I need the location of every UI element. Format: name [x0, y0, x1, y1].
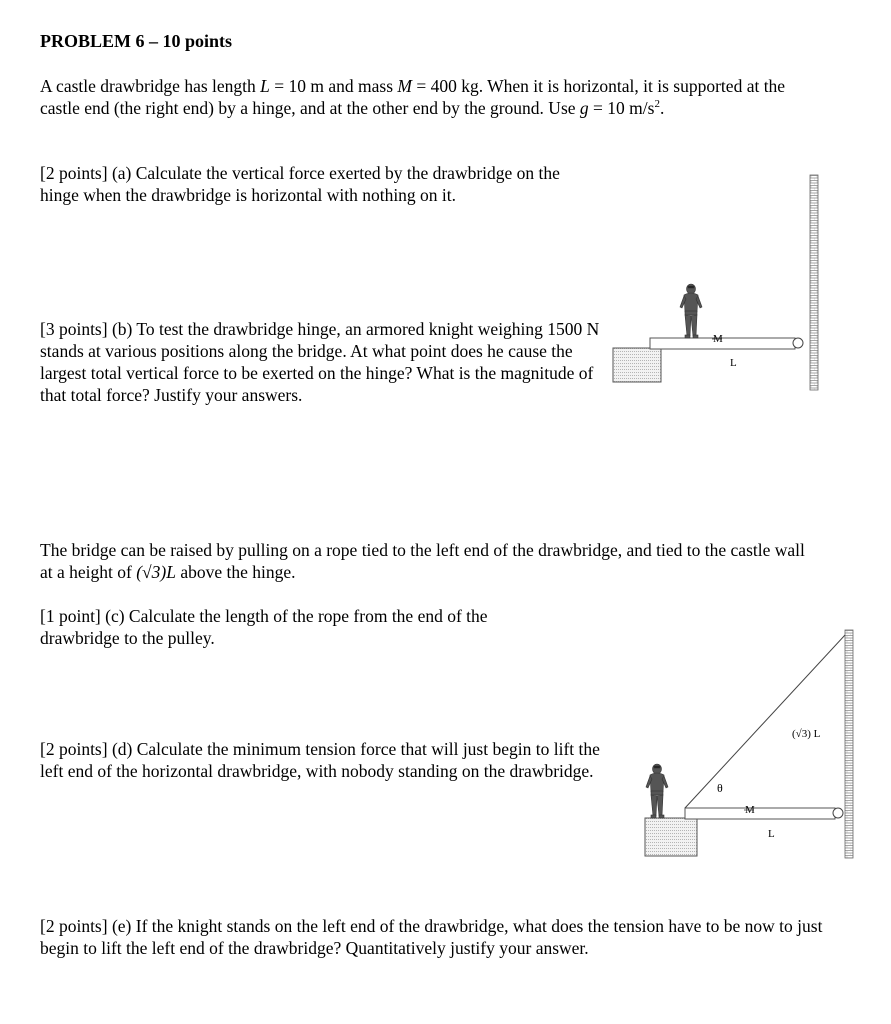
drawbridge-figure-1	[610, 170, 825, 395]
label-height: (√3) L	[792, 728, 821, 740]
label-L-1: L	[730, 357, 737, 369]
part-d-text: [2 points] (d) Calculate the minimum tension force that will just begin to lift the left end of the horizontal drawbridge, with nobody standing on the drawbridge.	[40, 739, 600, 781]
rope	[685, 635, 845, 808]
label-M-1: M	[713, 333, 723, 345]
part-b-text: [3 points] (b) To test the drawbridge hinge, an armored knight weighing 1500 N stands at various positions along the bridge. At what point does he cause the largest total vertical force to be exerted on the hinge? What is the magnitude of that total force? Justify your answers.	[40, 319, 600, 405]
knight-icon	[680, 284, 702, 338]
part-c-text: [1 point] (c) Calculate the length of the rope from the end of the drawbridge to the pulley.	[40, 606, 488, 648]
label-theta: θ	[717, 781, 723, 795]
castle-wall	[810, 175, 818, 390]
problem-title: PROBLEM 6 – 10 points	[40, 31, 233, 51]
castle-wall	[845, 630, 853, 858]
rope-paragraph: The bridge can be raised by pulling on a rope tied to the left end of the drawbridge, and tied to the castle wall at a height of (√3)L above the hinge.	[40, 540, 805, 582]
ground-block	[645, 818, 697, 856]
label-M-2: M	[745, 804, 755, 816]
drawbridge-figure-2	[640, 625, 860, 865]
drawbridge	[685, 808, 835, 819]
intro-paragraph: A castle drawbridge has length L = 10 m and mass M = 400 kg. When it is horizontal, it is supported at the castle end (the right end) by a hinge, and at the other end by the ground. Use g = 10 $m/s^2$.	[40, 76, 786, 118]
hinge-icon	[833, 808, 843, 818]
ground-block	[613, 348, 661, 382]
hinge-icon	[793, 338, 803, 348]
knight-icon	[646, 764, 668, 818]
part-a-text: [2 points] (a) Calculate the vertical force exerted by the drawbridge on the hinge when the drawbridge is horizontal with nothing on it.	[40, 163, 560, 205]
label-L-2: L	[768, 828, 775, 840]
part-e-text: [2 points] (e) If the knight stands on the left end of the drawbridge, what does the tension have to be now to just begin to lift the left end of the drawbridge? Quantitatively justify your answer.	[40, 916, 823, 958]
